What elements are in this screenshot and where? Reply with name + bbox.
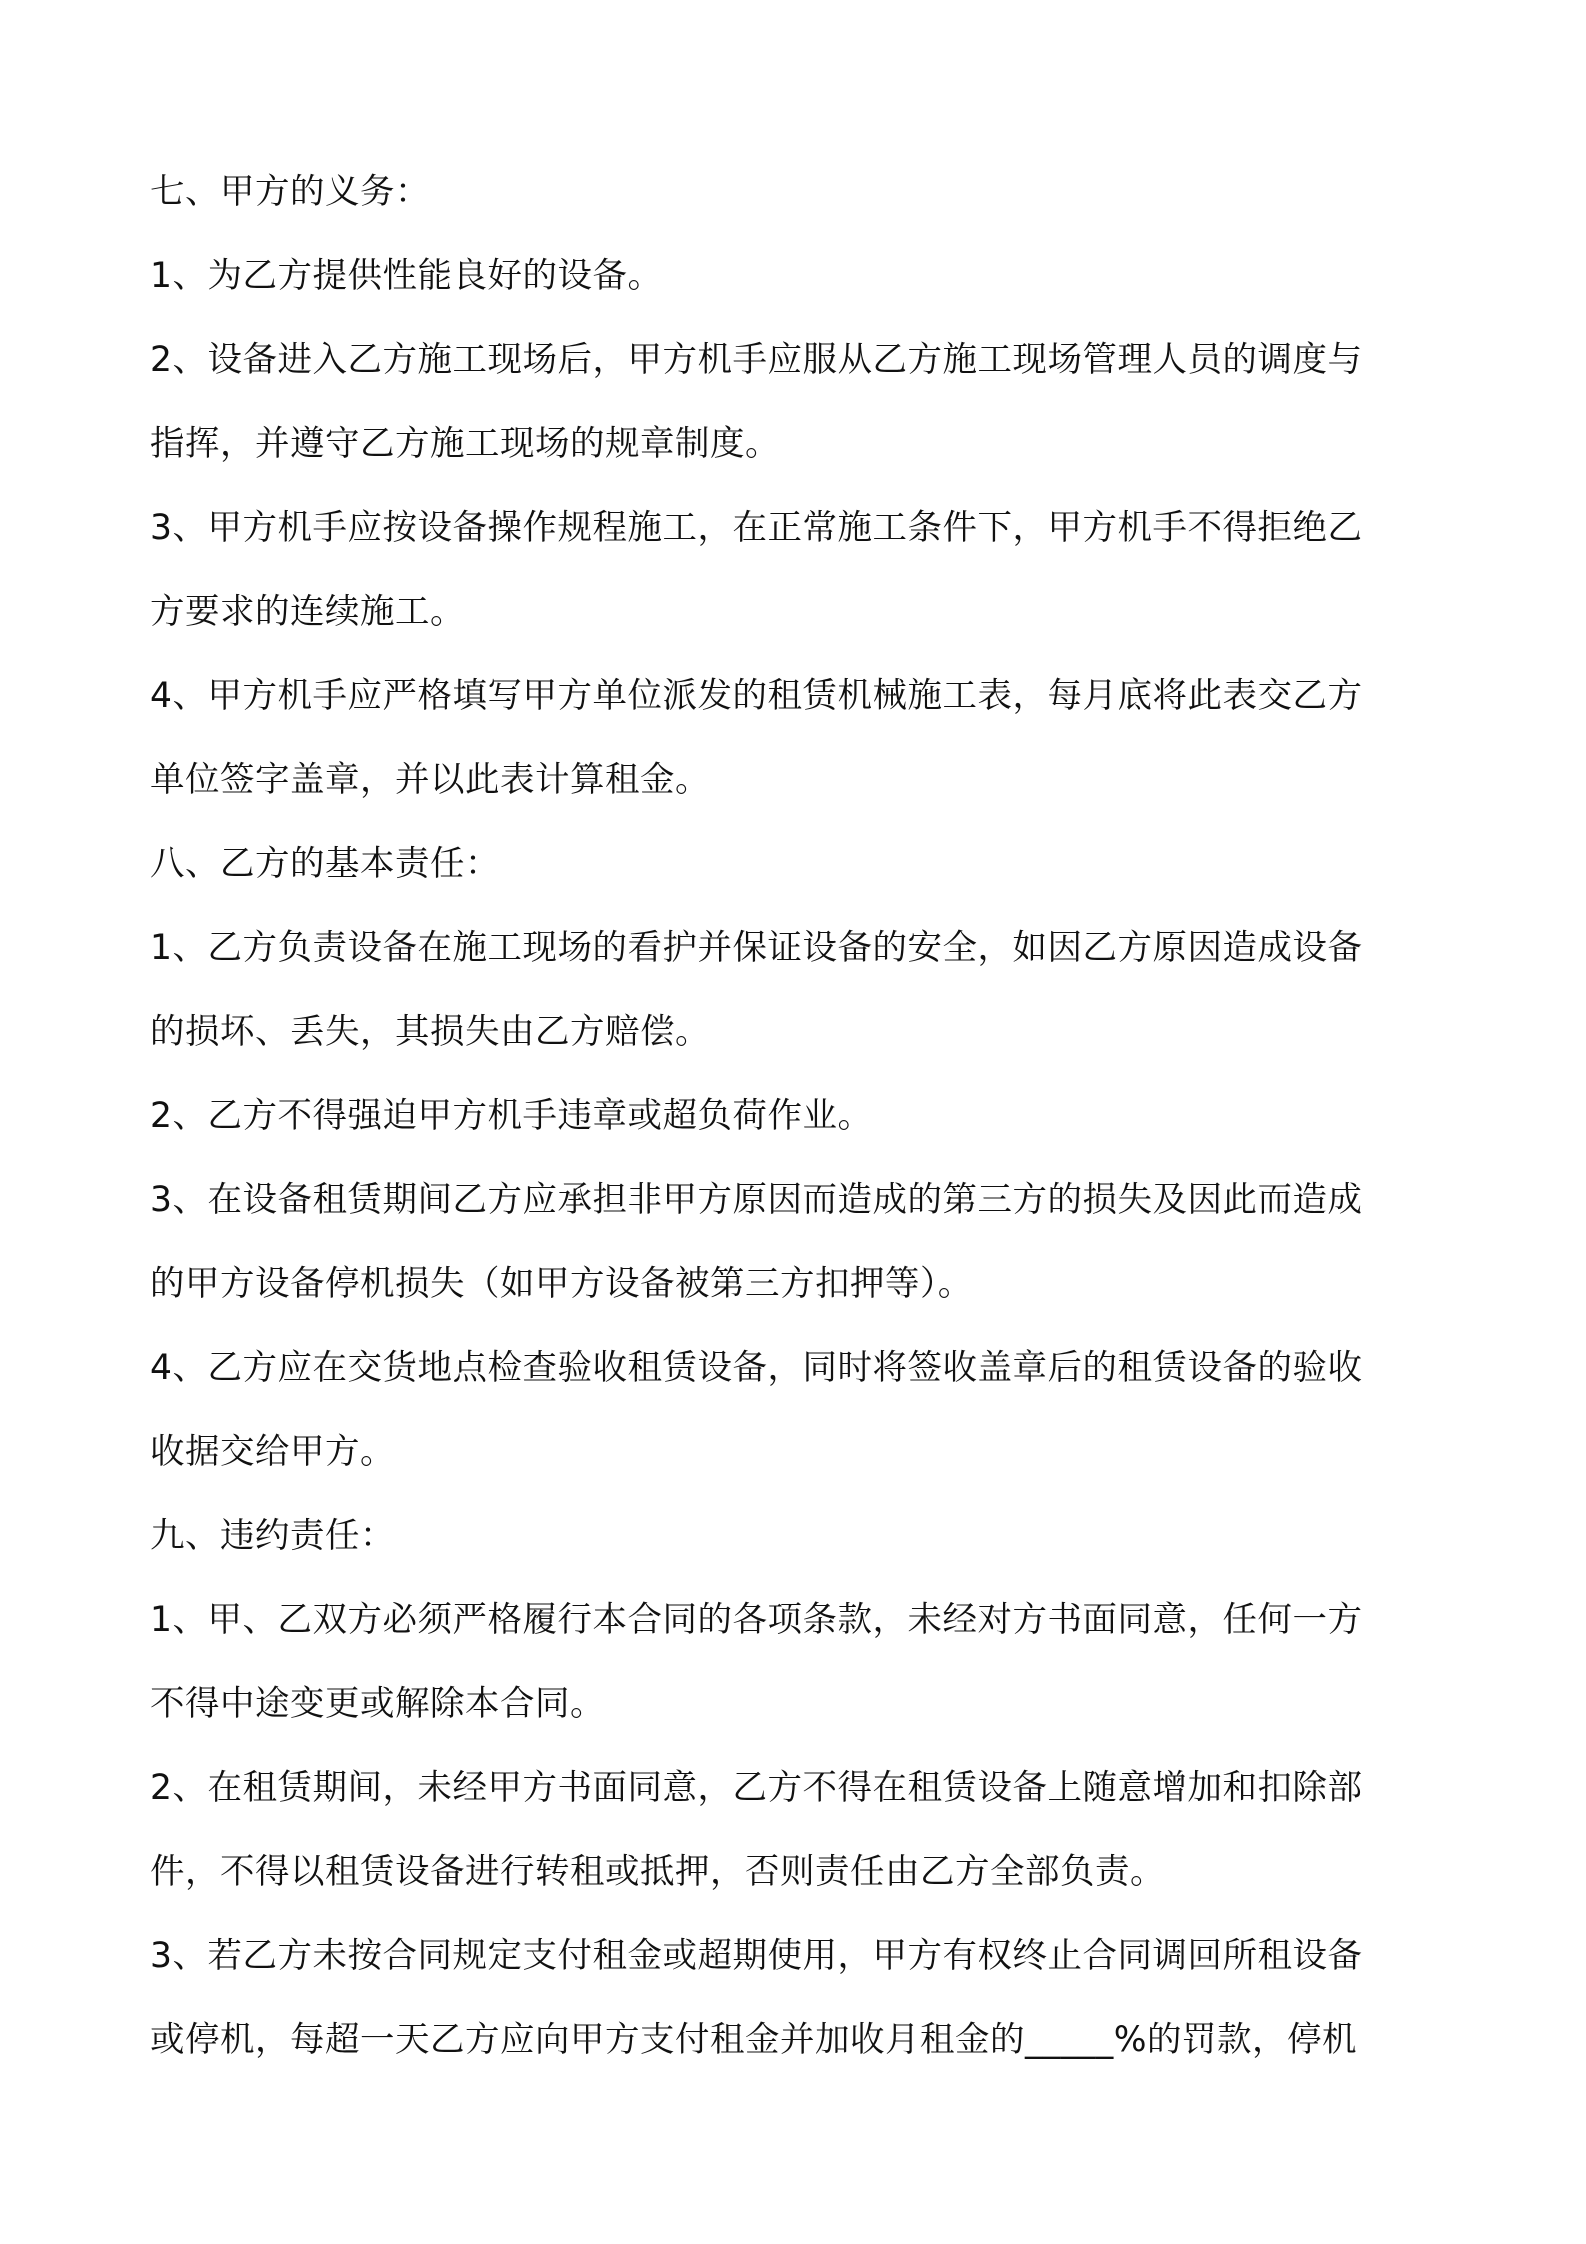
paragraph-line: 单位签字盖章，并以此表计算租金。 [150, 760, 710, 800]
section-heading-party-a-obligations: 七、甲方的义务： [150, 172, 430, 212]
paragraph-line: 1、为乙方提供性能良好的设备。 [150, 256, 663, 296]
paragraph-line: 2、在租赁期间，未经甲方书面同意，乙方不得在租赁设备上随意增加和扣除部 [150, 1768, 1363, 1808]
paragraph-line: 3、若乙方未按合同规定支付租金或超期使用，甲方有权终止合同调回所租设备 [150, 1936, 1363, 1976]
paragraph-line: 2、乙方不得强迫甲方机手违章或超负荷作业。 [150, 1096, 873, 1136]
paragraph-line: 方要求的连续施工。 [150, 592, 465, 632]
section-heading-party-b-responsibilities: 八、乙方的基本责任： [150, 844, 500, 884]
paragraph-line: 1、乙方负责设备在施工现场的看护并保证设备的安全，如因乙方原因造成设备 [150, 928, 1363, 968]
paragraph-line: 2、设备进入乙方施工现场后，甲方机手应服从乙方施工现场管理人员的调度与 [150, 340, 1363, 380]
paragraph-line: 4、乙方应在交货地点检查验收租赁设备，同时将签收盖章后的租赁设备的验收 [150, 1348, 1363, 1388]
paragraph-line: 3、甲方机手应按设备操作规程施工，在正常施工条件下，甲方机手不得拒绝乙 [150, 508, 1363, 548]
document-body [150, 150, 1450, 2082]
paragraph-line: 的甲方设备停机损失（如甲方设备被第三方扣押等）。 [150, 1264, 973, 1304]
paragraph-line: 不得中途变更或解除本合同。 [150, 1684, 605, 1724]
section-heading-breach-liability: 九、违约责任： [150, 1516, 395, 1556]
paragraph-line: 件，不得以租赁设备进行转租或抵押，否则责任由乙方全部负责。 [150, 1852, 1165, 1892]
paragraph-line: 或停机，每超一天乙方应向甲方支付租金并加收月租金的_____%的罚款，停机 [150, 2020, 1358, 2060]
paragraph-line: 1、甲、乙双方必须严格履行本合同的各项条款，未经对方书面同意，任何一方 [150, 1600, 1363, 1640]
paragraph-line: 指挥，并遵守乙方施工现场的规章制度。 [150, 424, 780, 464]
paragraph-line: 4、甲方机手应严格填写甲方单位派发的租赁机械施工表，每月底将此表交乙方 [150, 676, 1363, 716]
paragraph-line: 的损坏、丢失，其损失由乙方赔偿。 [150, 1012, 710, 1052]
paragraph-line: 收据交给甲方。 [150, 1432, 395, 1472]
paragraph-line: 3、在设备租赁期间乙方应承担非甲方原因而造成的第三方的损失及因此而造成 [150, 1180, 1363, 1220]
